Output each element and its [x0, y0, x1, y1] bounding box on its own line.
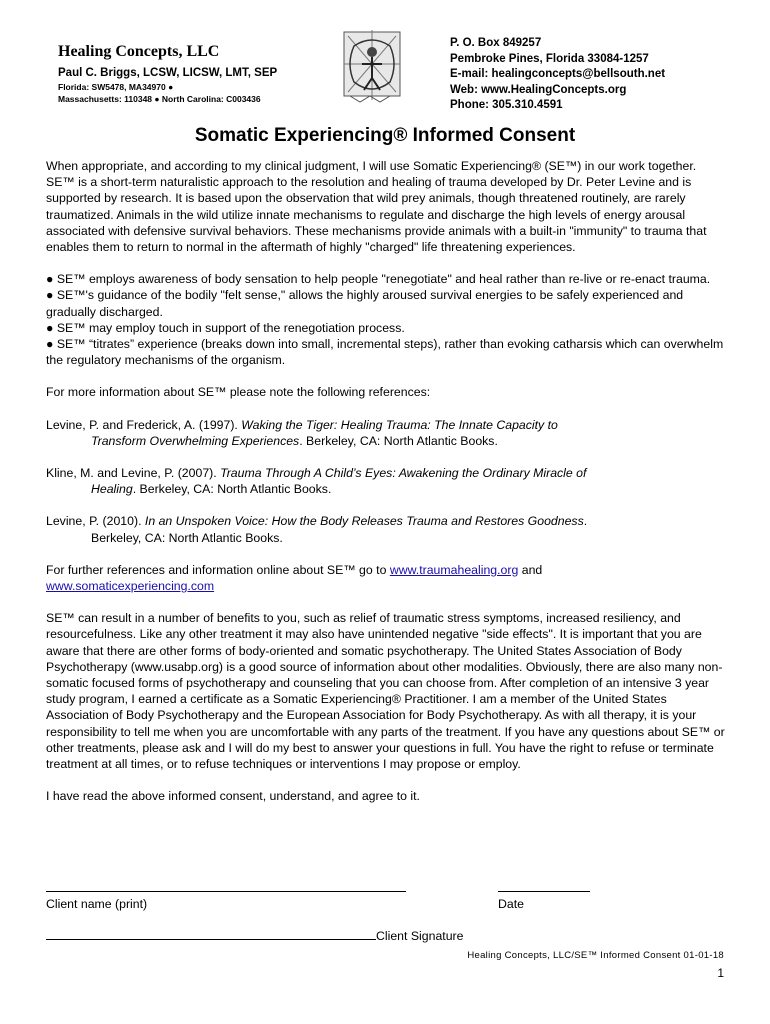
- reference-3-title: In an Unspoken Voice: How the Body Releases Trauma and Restores Goodness: [144, 514, 584, 529]
- reference-1: [46, 417, 726, 449]
- client-name-row: [46, 880, 406, 896]
- online-text: For further references and information online about SE™ go to: [46, 562, 390, 577]
- client-signature-label: Client Signature: [376, 929, 464, 943]
- client-name-line[interactable]: [46, 881, 406, 892]
- reference-2-title-cont: Healing: [91, 482, 133, 497]
- client-signature-row: [46, 928, 464, 944]
- licenses-line-1: Florida: SW5478, MA34970 ●: [58, 82, 174, 92]
- contact-info: [450, 36, 750, 114]
- reference-3: [46, 513, 726, 545]
- reference-1-authors: Levine, P. and Frederick, A. (1997).: [46, 417, 242, 432]
- city-state: Pembroke Pines, Florida 33084-1257: [450, 52, 649, 65]
- page-number: 1: [717, 966, 724, 980]
- reference-1-publisher: . Berkeley, CA: North Atlantic Books.: [299, 433, 498, 448]
- date-line[interactable]: [498, 881, 590, 892]
- footer-text: Healing Concepts, LLC/SE™ Informed Consent 01-01-18: [467, 950, 724, 961]
- client-signature-line[interactable]: [46, 929, 376, 940]
- phone: Phone: 305.310.4591: [450, 99, 563, 111]
- intro-paragraph: When appropriate, and according to my clinical judgment, I will use Somatic Experiencing® (SE™) in our work together. SE™ is a short-term naturalistic approach to the resolution and healing of trauma developed by Dr. Peter Levine and is supported by research. It is based upon the observation that wild prey animals, though threatened routinely, are rarely traumatized. Animals in the wild utilize innate mechanisms to regulate and discharge the high levels of energy arousal associated with defensive survival behaviors. These mechanisms provide animals with a built-in "immunity" to trauma that enables them to return to normal in the aftermath of highly "charged" life threatening experiences.: [46, 159, 707, 255]
- bullet-4: ● SE™ “titrates” experience (breaks down into small, incremental steps), rather than evoking catharsis which can overwhelm the regulatory mechanisms of the organism.: [46, 337, 724, 368]
- reference-3-authors: Levine, P. (2010).: [46, 514, 145, 529]
- abstract-figure-logo-icon: [340, 26, 404, 106]
- reference-2-authors: Kline, M. and Levine, P. (2007).: [46, 466, 221, 481]
- bullet-1: ● SE™ employs awareness of body sensation to help people "renegotiate" and heal rather than re-live or re-enact trauma.: [46, 272, 711, 287]
- licenses-line-2: Massachusetts: 110348 ● North Carolina: C003436: [58, 94, 261, 104]
- somaticexperiencing-link[interactable]: www.somaticexperiencing.com: [46, 579, 215, 594]
- website: Web: www.HealingConcepts.org: [450, 83, 627, 96]
- reference-1-title: Waking the Tiger: Healing Trauma: The Innate Capacity to: [241, 417, 558, 432]
- online-text-and: and: [518, 562, 543, 577]
- email: E-mail: healingconcepts@bellsouth.net: [450, 68, 666, 80]
- agreement-statement: I have read the above informed consent, understand, and agree to it.: [46, 789, 420, 804]
- reference-1-title-cont: Transform Overwhelming Experiences: [91, 433, 300, 448]
- company-name: Healing Concepts, LLC: [58, 43, 220, 60]
- po-box: P. O. Box 849257: [450, 37, 542, 49]
- company-header: [58, 42, 348, 105]
- consent-body: [46, 158, 726, 805]
- reference-3-title-end: .: [583, 514, 588, 529]
- reference-2-publisher: . Berkeley, CA: North Atlantic Books.: [132, 482, 332, 497]
- bullet-2: ● SE™'s guidance of the bodily "felt sense," allows the highly aroused survival energies to be safely experienced and gradually discharged.: [46, 288, 684, 319]
- traumahealing-link[interactable]: www.traumahealing.org: [389, 562, 519, 577]
- client-name-label: Client name (print): [46, 897, 148, 911]
- bullet-3: ● SE™ may employ touch in support of the renegotiation process.: [46, 320, 405, 335]
- practitioner-credentials: Paul C. Briggs, LCSW, LICSW, LMT, SEP: [58, 67, 278, 79]
- reference-3-publisher: Berkeley, CA: North Atlantic Books.: [91, 530, 283, 545]
- document-title: Somatic Experiencing® Informed Consent: [194, 125, 576, 146]
- benefits-paragraph: SE™ can result in a number of benefits to you, such as relief of traumatic stress symptoms, increased resiliency, and resourcefulness. Like any other treatment it may also have unintended negative "side effects". It is important that you are aware that there are other forms of body-oriented and somatic psychotherapy. The United States Association of Body Psychotherapy (www.usabp.org) is a good source of information about other modalities. Obviously, there are also many non-somatic focused forms of psychotherapy and counseling that you can choose from. After completion of an intensive 3 year study program, I earned a certificate as a Somatic Experiencing® Practitioner. I am a member of the United States Association of Body Psychotherapy and the European Association for Body Psychotherapy. As with all therapy, it is your responsibility to tell me when you are uncomfortable with any parts of the treatment. If you have any questions about SE™ or other treatments, please ask and I will do my best to answer your questions in full. You have the right to refuse or terminate treatment at all times, or to refuse techniques or interventions I may propose or employ.: [46, 611, 725, 772]
- date-label: Date: [498, 897, 524, 911]
- reference-2-title: Trauma Through A Child’s Eyes: Awakening the Ordinary Miracle of: [220, 466, 587, 481]
- date-row: [498, 880, 590, 896]
- references-intro: For more information about SE™ please note the following references:: [46, 385, 431, 400]
- online-resources: [46, 562, 726, 594]
- reference-2: [46, 465, 726, 497]
